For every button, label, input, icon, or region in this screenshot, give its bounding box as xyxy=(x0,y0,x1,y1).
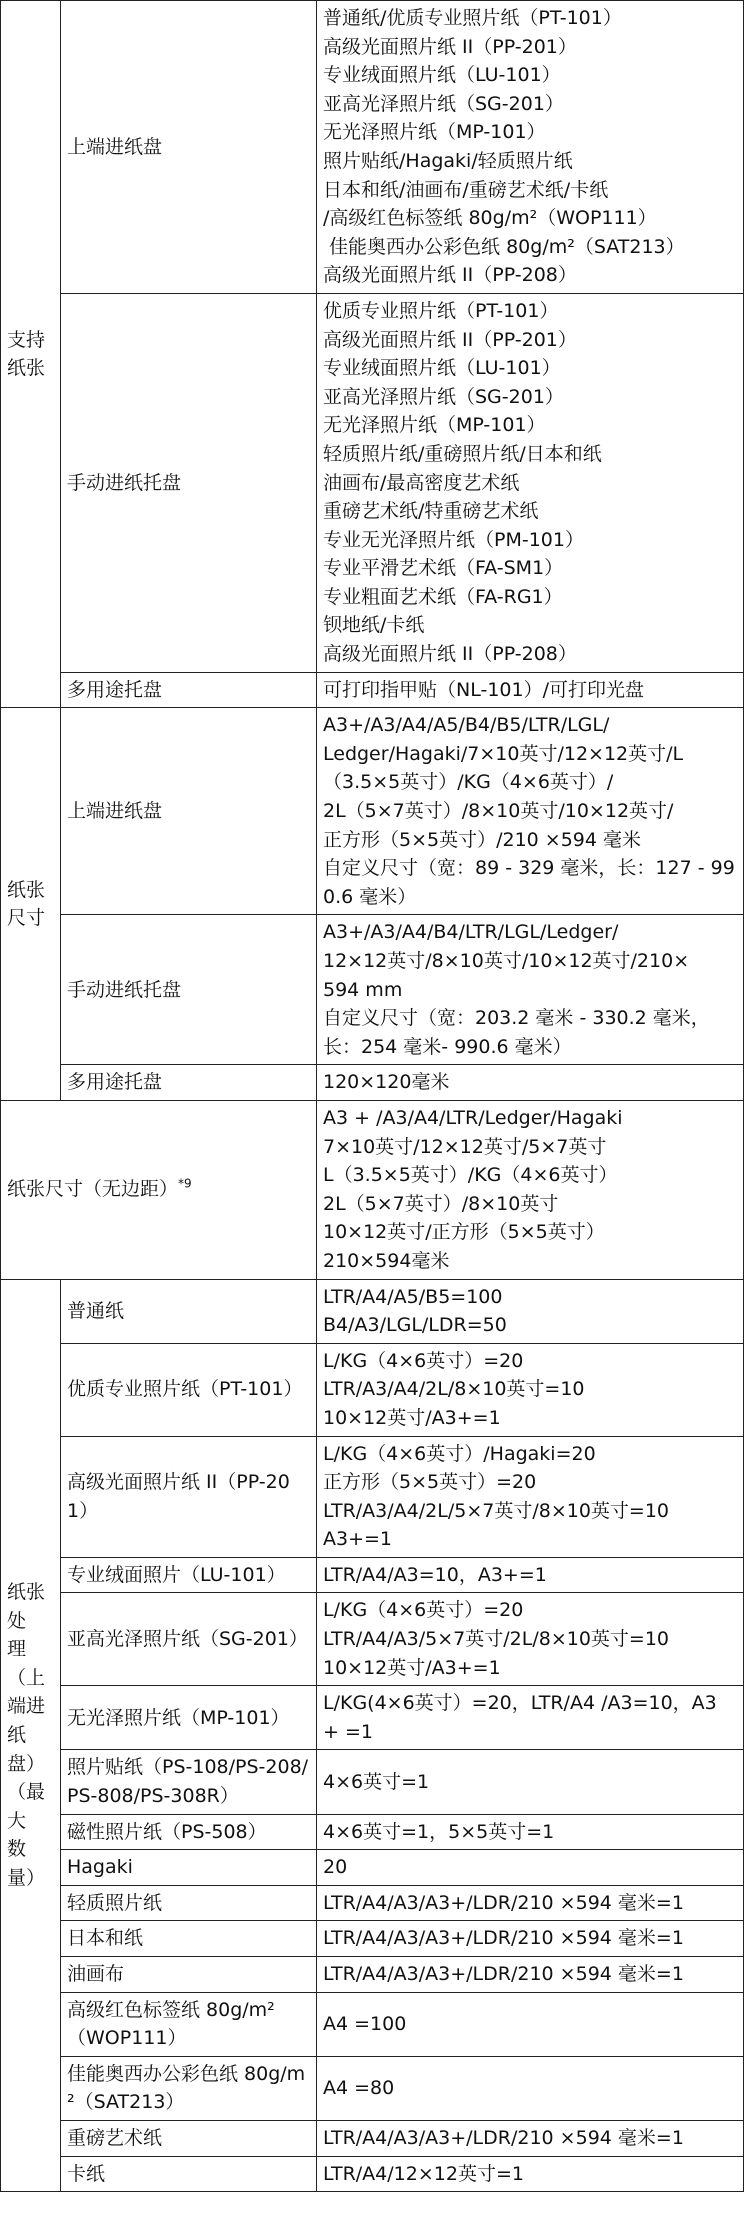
value-line: 无光泽照片纸（MP-101） xyxy=(323,121,546,144)
value-line: 120×120毫米 xyxy=(323,1071,450,1094)
value-line: 专业粗面艺术纸（FA-RG1） xyxy=(323,585,563,608)
table-row xyxy=(1,293,744,672)
value-line: 钡地纸/卡纸 xyxy=(323,614,425,637)
borderless-label-cell xyxy=(1,1100,317,1279)
value-line: 照片贴纸/Hagaki/轻质照片纸 xyxy=(323,149,573,172)
label-text: Hagaki xyxy=(67,1856,133,1879)
row-label xyxy=(61,1436,317,1557)
value-line: 12×12英寸/8×10英寸/10×12英寸/210× xyxy=(323,950,690,972)
row-label xyxy=(61,1921,317,1957)
section-label-support xyxy=(1,1,61,708)
value-line: 日本和纸/油画布/重磅艺术纸/卡纸 xyxy=(323,178,609,201)
row-label xyxy=(61,915,317,1065)
value-cell xyxy=(317,1065,744,1101)
value-line: LTR/A4/A3/A3+/LDR/210 ×594 毫米=1 xyxy=(323,2126,684,2149)
value-line: LTR/A4/A5/B5=100 xyxy=(323,1285,503,1308)
row-label xyxy=(61,1343,317,1436)
value-line: A4 =100 xyxy=(323,2012,407,2035)
row-label xyxy=(61,1557,317,1593)
value-line: 4×6英寸=1 xyxy=(323,1770,430,1793)
label-text: 轻质照片纸 xyxy=(67,1891,163,1914)
row-label xyxy=(61,293,317,672)
borderless-label: 纸张尺寸（无边距） xyxy=(7,1178,179,1201)
value-line: 重磅艺术纸/特重磅艺术纸 xyxy=(323,500,539,523)
table-row xyxy=(1,708,744,915)
value-line: /高级红色标签纸 80g/m²（WOP111） xyxy=(323,207,657,230)
value-cell xyxy=(317,1992,744,2056)
value-line: 佳能奥西办公彩色纸 80g/m²（SAT213） xyxy=(323,235,685,258)
value-line: A4 =80 xyxy=(323,2077,395,2100)
table-row xyxy=(1,1921,744,1957)
value-cell xyxy=(317,1436,744,1557)
label-text: 照片贴纸（PS-108/PS-208/PS-808/PS-308R） xyxy=(67,1756,309,1808)
table-row xyxy=(1,1957,744,1993)
value-cell xyxy=(317,2156,744,2192)
value-line: L（3.5×5英寸）/KG（4×6英寸） xyxy=(323,1164,618,1187)
value-line: 高级光面照片纸 II（PP-201） xyxy=(323,328,577,351)
value-line: 自定义尺寸（宽：89 - 329 毫米，长：127 - 990.6 毫米） xyxy=(323,857,735,908)
value-cell xyxy=(317,2120,744,2156)
value-line: 594 mm xyxy=(323,978,403,1001)
row-label xyxy=(61,1992,317,2056)
value-line: 高级光面照片纸 II（PP-201） xyxy=(323,35,577,58)
value-line: 7×10英寸/12×12英寸/5×7英寸 xyxy=(323,1135,607,1158)
table-row xyxy=(1,2156,744,2192)
row-label xyxy=(61,1593,317,1686)
row-label xyxy=(61,1814,317,1850)
table-row xyxy=(1,1850,744,1886)
table-row xyxy=(1,915,744,1065)
value-line: LTR/A4/A3/A3+/LDR/210 ×594 毫米=1 xyxy=(323,1927,684,1950)
label-text: 日本和纸 xyxy=(67,1927,144,1950)
label-text: 专业绒面照片（LU-101） xyxy=(67,1563,286,1586)
row-label xyxy=(61,1750,317,1814)
value-cell xyxy=(317,1,744,294)
label-text: 佳能奥西办公彩色纸 80g/m²（SAT213） xyxy=(67,2062,306,2114)
label-text: 手动进纸托盘 xyxy=(67,978,182,1001)
value-line: 普通纸/优质专业照片纸（PT-101） xyxy=(323,7,622,29)
table-row xyxy=(1,672,744,708)
row-label xyxy=(61,2056,317,2120)
row-label xyxy=(61,2156,317,2192)
table-row xyxy=(1,1,744,294)
support-label: 支持 纸张 xyxy=(7,328,46,380)
value-cell xyxy=(317,1686,744,1750)
value-line: 高级光面照片纸 II（PP-208） xyxy=(323,264,577,287)
table-row xyxy=(1,2056,744,2120)
label-text: 多用途托盘 xyxy=(67,1071,163,1094)
value-line: 专业绒面照片纸（LU-101） xyxy=(323,357,561,380)
value-cell xyxy=(317,2056,744,2120)
value-line: A3+=1 xyxy=(323,1528,393,1551)
value-line: L/KG（4×6英寸）=20 xyxy=(323,1349,524,1372)
table-row xyxy=(1,1814,744,1850)
value-line: 优质专业照片纸（PT-101） xyxy=(323,299,559,322)
value-line: 自定义尺寸（宽：203.2 毫米 - 330.2 毫米，长：254 毫米- 990.6 毫米） xyxy=(323,1007,710,1058)
table-row xyxy=(1,1686,744,1750)
value-cell xyxy=(317,1850,744,1886)
value-line: 专业绒面照片纸（LU-101） xyxy=(323,64,561,87)
value-line: 无光泽照片纸（MP-101） xyxy=(323,414,546,437)
value-line: 专业无光泽照片纸（PM-101） xyxy=(323,528,584,551)
value-line: 10×12英寸/A3+=1 xyxy=(323,1656,501,1679)
label-text: 上端进纸盘 xyxy=(67,135,163,158)
table-row xyxy=(1,1557,744,1593)
label-text: 上端进纸盘 xyxy=(67,800,163,823)
value-line: 轻质照片纸/重磅照片纸/日本和纸 xyxy=(323,442,602,465)
value-line: 油画布/最高密度艺术纸 xyxy=(323,471,520,494)
value-line: 亚高光泽照片纸（SG-201） xyxy=(323,385,564,408)
row-label xyxy=(61,1686,317,1750)
table-row xyxy=(1,1065,744,1101)
value-line: A3 + /A3/A4/LTR/Ledger/Hagaki xyxy=(323,1106,623,1129)
value-line: 210×594毫米 xyxy=(323,1249,450,1272)
value-cell xyxy=(317,1814,744,1850)
value-line: L/KG(4×6英寸）=20，LTR/A4 /A3=10，A3 + =1 xyxy=(323,1692,717,1743)
value-line: A3+/A3/A4/A5/B4/B5/LTR/LGL/ xyxy=(323,714,610,737)
label-text: 亚高光泽照片纸（SG-201） xyxy=(67,1628,308,1651)
value-cell xyxy=(317,1957,744,1993)
value-cell xyxy=(317,293,744,672)
label-text: 无光泽照片纸（MP-101） xyxy=(67,1706,290,1729)
label-text: 优质专业照片纸（PT-101） xyxy=(67,1378,303,1401)
value-line: LTR/A4/A3/A3+/LDR/210 ×594 毫米=1 xyxy=(323,1891,684,1914)
label-text: 卡纸 xyxy=(67,2162,106,2185)
row-label xyxy=(61,1065,317,1101)
size-label: 纸张 尺寸 xyxy=(7,878,46,930)
value-line: 10×12英寸/A3+=1 xyxy=(323,1406,501,1429)
value-cell xyxy=(317,915,744,1065)
row-label xyxy=(61,672,317,708)
value-cell xyxy=(317,1279,744,1343)
value-cell xyxy=(317,1593,744,1686)
section-label-size xyxy=(1,708,61,1101)
table-row xyxy=(1,1343,744,1436)
value-cell xyxy=(317,672,744,708)
value-line: 正方形（5×5英寸）/210 ×594 毫米 xyxy=(323,828,642,851)
value-line: A3+/A3/A4/B4/LTR/LGL/Ledger/ xyxy=(323,921,619,944)
value-cell xyxy=(317,1100,744,1279)
label-text: 高级光面照片纸 II（PP-201） xyxy=(67,1471,290,1522)
value-line: L/KG（4×6英寸）/Hagaki=20 xyxy=(323,1442,596,1465)
label-text: 手动进纸托盘 xyxy=(67,471,182,494)
row-label xyxy=(61,1,317,294)
table-row xyxy=(1,1100,744,1279)
value-cell xyxy=(317,1921,744,1957)
row-label xyxy=(61,1957,317,1993)
value-line: B4/A3/LGL/LDR=50 xyxy=(323,1314,507,1337)
section-label-handling xyxy=(1,1279,61,2192)
table-row xyxy=(1,2120,744,2156)
row-label xyxy=(61,2120,317,2156)
value-line: 高级光面照片纸 II（PP-208） xyxy=(323,643,577,666)
value-line: L/KG（4×6英寸）=20 xyxy=(323,1599,524,1622)
label-text: 普通纸 xyxy=(67,1299,125,1322)
value-line: 可打印指甲贴（NL-101）/可打印光盘 xyxy=(323,678,644,701)
table-row xyxy=(1,1885,744,1921)
value-cell xyxy=(317,1557,744,1593)
value-line: LTR/A4/A3=10，A3+=1 xyxy=(323,1563,547,1586)
value-line: 正方形（5×5英寸）=20 xyxy=(323,1471,537,1494)
value-line: Ledger/Hagaki/7×10英寸/12×12英寸/L xyxy=(323,742,684,765)
value-cell xyxy=(317,708,744,915)
row-label xyxy=(61,1885,317,1921)
value-line: 2L（5×7英寸）/8×10英寸 xyxy=(323,1192,559,1215)
label-text: 重磅艺术纸 xyxy=(67,2126,163,2149)
footnote-marker: *9 xyxy=(178,1177,192,1192)
table-row xyxy=(1,1279,744,1343)
label-text: 高级红色标签纸 80g/m²（WOP111） xyxy=(67,1998,275,2050)
value-cell xyxy=(317,1750,744,1814)
row-label xyxy=(61,708,317,915)
value-line: LTR/A4/A3/5×7英寸/2L/8×10英寸=10 xyxy=(323,1628,670,1651)
value-line: 亚高光泽照片纸（SG-201） xyxy=(323,92,564,115)
value-line: LTR/A3/A4/2L/8×10英寸=10 xyxy=(323,1378,585,1401)
value-line: （3.5×5英寸）/KG（4×6英寸）/ xyxy=(323,771,614,794)
value-line: LTR/A4/A3/A3+/LDR/210 ×594 毫米=1 xyxy=(323,1963,684,1985)
table-row xyxy=(1,1436,744,1557)
value-line: 专业平滑艺术纸（FA-SM1） xyxy=(323,557,564,580)
value-line: 4×6英寸=1，5×5英寸=1 xyxy=(323,1820,555,1843)
value-line: 10×12英寸/正方形（5×5英寸） xyxy=(323,1221,605,1244)
value-cell xyxy=(317,1343,744,1436)
value-line: LTR/A3/A4/2L/5×7英寸/8×10英寸=10 xyxy=(323,1499,670,1522)
label-text: 油画布 xyxy=(67,1963,125,1985)
value-line: 2L（5×7英寸）/8×10英寸/10×12英寸/ xyxy=(323,800,674,823)
label-text: 磁性照片纸（PS-508） xyxy=(67,1820,267,1843)
value-line: LTR/A4/12×12英寸=1 xyxy=(323,2162,524,2185)
row-label xyxy=(61,1279,317,1343)
value-cell xyxy=(317,1885,744,1921)
row-label xyxy=(61,1850,317,1886)
table-row xyxy=(1,1750,744,1814)
value-line: 20 xyxy=(323,1856,348,1879)
table-row xyxy=(1,1593,744,1686)
handling-label: 纸张处 理（上 端进纸 盘） （最大 数量） xyxy=(7,1581,46,1890)
label-text: 多用途托盘 xyxy=(67,678,163,701)
table-row xyxy=(1,1992,744,2056)
